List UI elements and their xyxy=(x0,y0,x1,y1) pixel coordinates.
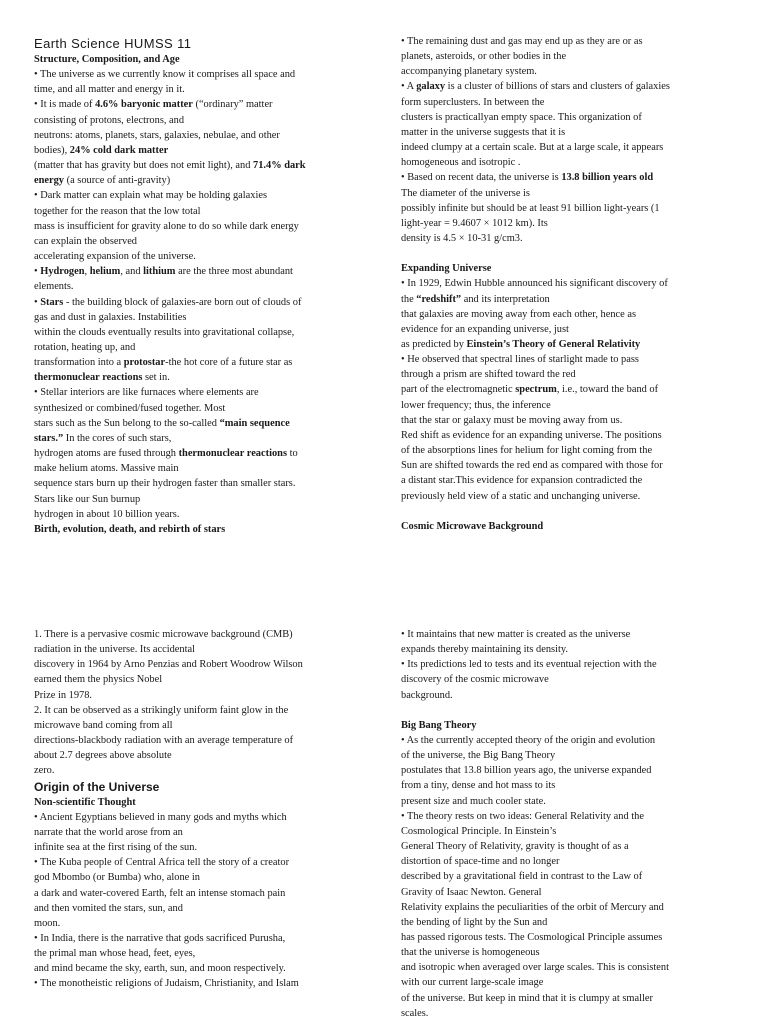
text-line: mass is insufficient for gravity alone to do so while dark energy xyxy=(34,220,299,232)
section-heading-expanding: Expanding Universe xyxy=(401,263,492,275)
text-line: radiation in the universe. Its accidental xyxy=(34,644,195,656)
text-line: clusters is practicallyan empty space. This organization of xyxy=(401,111,642,123)
text-line: evidence for an expanding universe, just xyxy=(401,323,569,335)
text-line: Cosmological Principle. In Einstein’s xyxy=(401,825,557,837)
text-line: within the clouds eventually results into gravitational collapse, xyxy=(34,326,295,338)
text-line: planets, asteroids, or other bodies in the xyxy=(401,51,567,63)
text-line: • In India, there is the narrative that gods sacrificed Purusha, xyxy=(34,932,286,944)
text-line: • It maintains that new matter is created as the universe xyxy=(401,629,631,640)
text-line: indeed clumpy at a certain scale. But at a large scale, it appears xyxy=(401,142,664,154)
text-line: • Stars - the building block of galaxies-are born out of clouds of xyxy=(34,296,302,308)
text-line: • The remaining dust and gas may end up as they are or as xyxy=(401,36,643,47)
text-line: 2. It can be observed as a strikingly uniform faint glow in the xyxy=(34,704,289,716)
text-line: stars such as the Sun belong to the so-called “main sequence xyxy=(34,417,290,429)
text-line: homogeneous and isotropic . xyxy=(401,157,521,169)
text-line: as predicted by Einstein’s Theory of General Relativity xyxy=(401,338,641,350)
text-line: elements. xyxy=(34,281,74,293)
text-line: accompanying planetary system. xyxy=(401,66,537,78)
text-line: can explain the observed xyxy=(34,235,137,247)
text-line: light-year = 9.4607 × 1012 km). Its xyxy=(401,217,548,229)
text-line: make helium atoms. Massive main xyxy=(34,463,179,475)
text-line: gas and dust in galaxies. Instabilities xyxy=(34,311,187,323)
text-line: hydrogen atoms are fused through thermonuclear reactions to xyxy=(34,448,298,460)
text-line: time, and all matter and energy in it. xyxy=(34,84,185,96)
text-line: together for the reason that the low total xyxy=(34,205,201,217)
text-line: • Based on recent data, the universe is 13.8 billion years old xyxy=(401,172,654,184)
text-line: that the universe is homogeneous xyxy=(401,947,540,959)
text-line: distortion of space-time and no longer xyxy=(401,856,560,868)
section-heading-cmb: Cosmic Microwave Background xyxy=(401,520,544,532)
text-line: discovery in 1964 by Arno Penzias and Robert Woodrow Wilson xyxy=(34,659,303,671)
text-line: • The universe as we currently know it comprises all space and xyxy=(34,69,296,81)
text-line: Sun are shifted towards the red end as compared with those for xyxy=(401,460,663,472)
text-line: that galaxies are moving away from each other, hence as xyxy=(401,308,637,320)
text-line: narrate that the world arose from an xyxy=(34,826,183,838)
text-line: that the star or galaxy must be moving away from us. xyxy=(401,414,623,426)
text-line: has passed rigorous tests. The Cosmological Principle assumes xyxy=(401,931,663,943)
text-line: of the absorptions lines for helium for light coming from the xyxy=(401,445,653,457)
text-line: • He observed that spectral lines of starlight made to pass xyxy=(401,354,639,366)
column-cmb-origin xyxy=(34,627,364,992)
text-line: Gravity of Isaac Newton. General xyxy=(401,886,542,898)
text-line: General Theory of Relativity, gravity is thought of as a xyxy=(401,841,629,853)
text-line: 1. There is a pervasive cosmic microwave background (CMB) xyxy=(34,629,293,640)
text-line: from a tiny, dense and hot mass to its xyxy=(401,780,556,792)
column-structure xyxy=(34,36,364,537)
text-line: a distant star.This evidence for expansion contradicted the xyxy=(401,475,643,487)
text-line: present size and much cooler state. xyxy=(401,795,546,807)
text-line: • It is made of 4.6% baryonic matter (“ordinary” matter xyxy=(34,99,273,111)
text-line: The diameter of the universe is xyxy=(401,187,530,199)
text-line: god Mbombo (or Bumba) who, alone in xyxy=(34,872,200,884)
text-line: Prize in 1978. xyxy=(34,689,93,701)
text-line: about 2.7 degrees above absolute xyxy=(34,750,172,762)
section-heading-stars: Birth, evolution, death, and rebirth of stars xyxy=(34,523,226,535)
text-line: discovery of the cosmic microwave xyxy=(401,674,549,686)
text-line: • The Kuba people of Central Africa tell the story of a creator xyxy=(34,857,290,869)
text-line: • The monotheistic religions of Judaism, Christianity, and Islam xyxy=(34,978,299,990)
text-line: zero. xyxy=(34,765,55,777)
text-line: Stars like our Sun burnup xyxy=(34,493,141,505)
text-line: • Dark matter can explain what may be holding galaxies xyxy=(34,190,268,202)
text-line: the bending of light by the Sun and xyxy=(401,916,548,928)
text-line: infinite sea at the first rising of the sun. xyxy=(34,842,198,854)
text-line: of the universe, the Big Bang Theory xyxy=(401,750,556,762)
text-line: and mind became the sky, earth, sun, and moon respectively. xyxy=(34,963,286,975)
text-line: • Hydrogen, helium, and lithium are the three most abundant xyxy=(34,266,293,278)
text-line: Relativity explains the peculiarities of the orbit of Mercury and xyxy=(401,901,664,913)
subheading-non-scientific: Non-scientific Thought xyxy=(34,796,136,808)
text-line: (matter that has gravity but does not emit light), and 71.4% dark xyxy=(34,160,306,172)
text-line: • A galaxy is a cluster of billions of stars and clusters of galaxies xyxy=(401,81,670,93)
text-line: thermonuclear reactions set in. xyxy=(34,372,170,384)
text-line: hydrogen in about 10 billion years. xyxy=(34,508,180,520)
text-line: possibly infinite but should be at least 91 billion light-years (1 xyxy=(401,202,660,214)
text-line: described by a gravitational field in contrast to the Law of xyxy=(401,871,643,883)
text-line: • As the currently accepted theory of the origin and evolution xyxy=(401,734,656,746)
text-line: matter in the universe suggests that it is xyxy=(401,126,566,138)
text-line: and then vomited the stars, sun, and xyxy=(34,902,183,914)
text-line: bodies), 24% cold dark matter xyxy=(34,144,169,156)
text-line: the primal man whose head, feet, eyes, xyxy=(34,948,196,960)
text-line: directions-blackbody radiation with an average temperature of xyxy=(34,735,294,747)
text-line: stars.” In the cores of such stars, xyxy=(34,432,172,444)
text-line: • Its predictions led to tests and its eventual rejection with the xyxy=(401,659,657,671)
text-line: moon. xyxy=(34,917,61,929)
text-line: with our current large-scale image xyxy=(401,977,544,989)
text-line: neutrons: atoms, planets, stars, galaxies, nebulae, and other xyxy=(34,129,280,141)
section-heading-big-bang: Big Bang Theory xyxy=(401,719,477,731)
text-line: accelerating expansion of the universe. xyxy=(34,251,196,263)
text-line: postulates that 13.8 billion years ago, the universe expanded xyxy=(401,765,652,777)
text-line: of the universe. But keep in mind that it is clumpy at smaller xyxy=(401,992,653,1004)
text-line: the “redshift” and its interpretation xyxy=(401,293,550,305)
text-line: density is 4.5 × 10-31 g/cm3. xyxy=(401,233,523,245)
text-line: • Stellar interiors are like furnaces where elements are xyxy=(34,387,259,399)
text-line: • Ancient Egyptians believed in many gods and myths which xyxy=(34,811,287,823)
text-line: expands thereby maintaining its density. xyxy=(401,644,568,656)
text-line: • In 1929, Edwin Hubble announced his significant discovery of xyxy=(401,278,668,290)
text-line: synthesized or combined/fused together. Most xyxy=(34,402,226,414)
text-line: consisting of protons, electrons, and xyxy=(34,114,185,126)
text-line: form superclusters. In between the xyxy=(401,96,545,108)
text-line: scales. xyxy=(401,1007,429,1019)
text-line: through a prism are shifted toward the red xyxy=(401,369,576,381)
text-line: a dark and water-covered Earth, felt an intense stomach pain xyxy=(34,887,286,899)
text-line: and isotropic when averaged over large scales. This is consistent xyxy=(401,962,669,974)
text-line: background. xyxy=(401,689,453,701)
text-line: previously held view of a static and unchanging universe. xyxy=(401,490,641,502)
column-big-bang xyxy=(401,627,736,1021)
text-line: earned them the physics Nobel xyxy=(34,674,163,686)
text-line: transformation into a protostar-the hot core of a future star as xyxy=(34,357,293,369)
column-galaxies-expanding xyxy=(401,34,736,534)
section-heading-structure: Structure, Composition, and Age xyxy=(34,54,180,65)
text-line: lower frequency; thus, the inference xyxy=(401,399,551,411)
text-line: rotation, heating up, and xyxy=(34,341,136,353)
text-line: Red shift as evidence for an expanding universe. The positions xyxy=(401,429,662,441)
text-line: sequence stars burn up their hydrogen faster than smaller stars. xyxy=(34,478,296,490)
text-line: part of the electromagnetic spectrum, i.e., toward the band of xyxy=(401,384,659,396)
text-line: energy (a source of anti-gravity) xyxy=(34,175,171,187)
document-title: Earth Science HUMSS 11 xyxy=(34,36,192,51)
text-line: • The theory rests on two ideas: General Relativity and the xyxy=(401,810,644,822)
text-line: microwave band coming from all xyxy=(34,719,173,731)
section-heading-origin: Origin of the Universe xyxy=(34,779,160,794)
